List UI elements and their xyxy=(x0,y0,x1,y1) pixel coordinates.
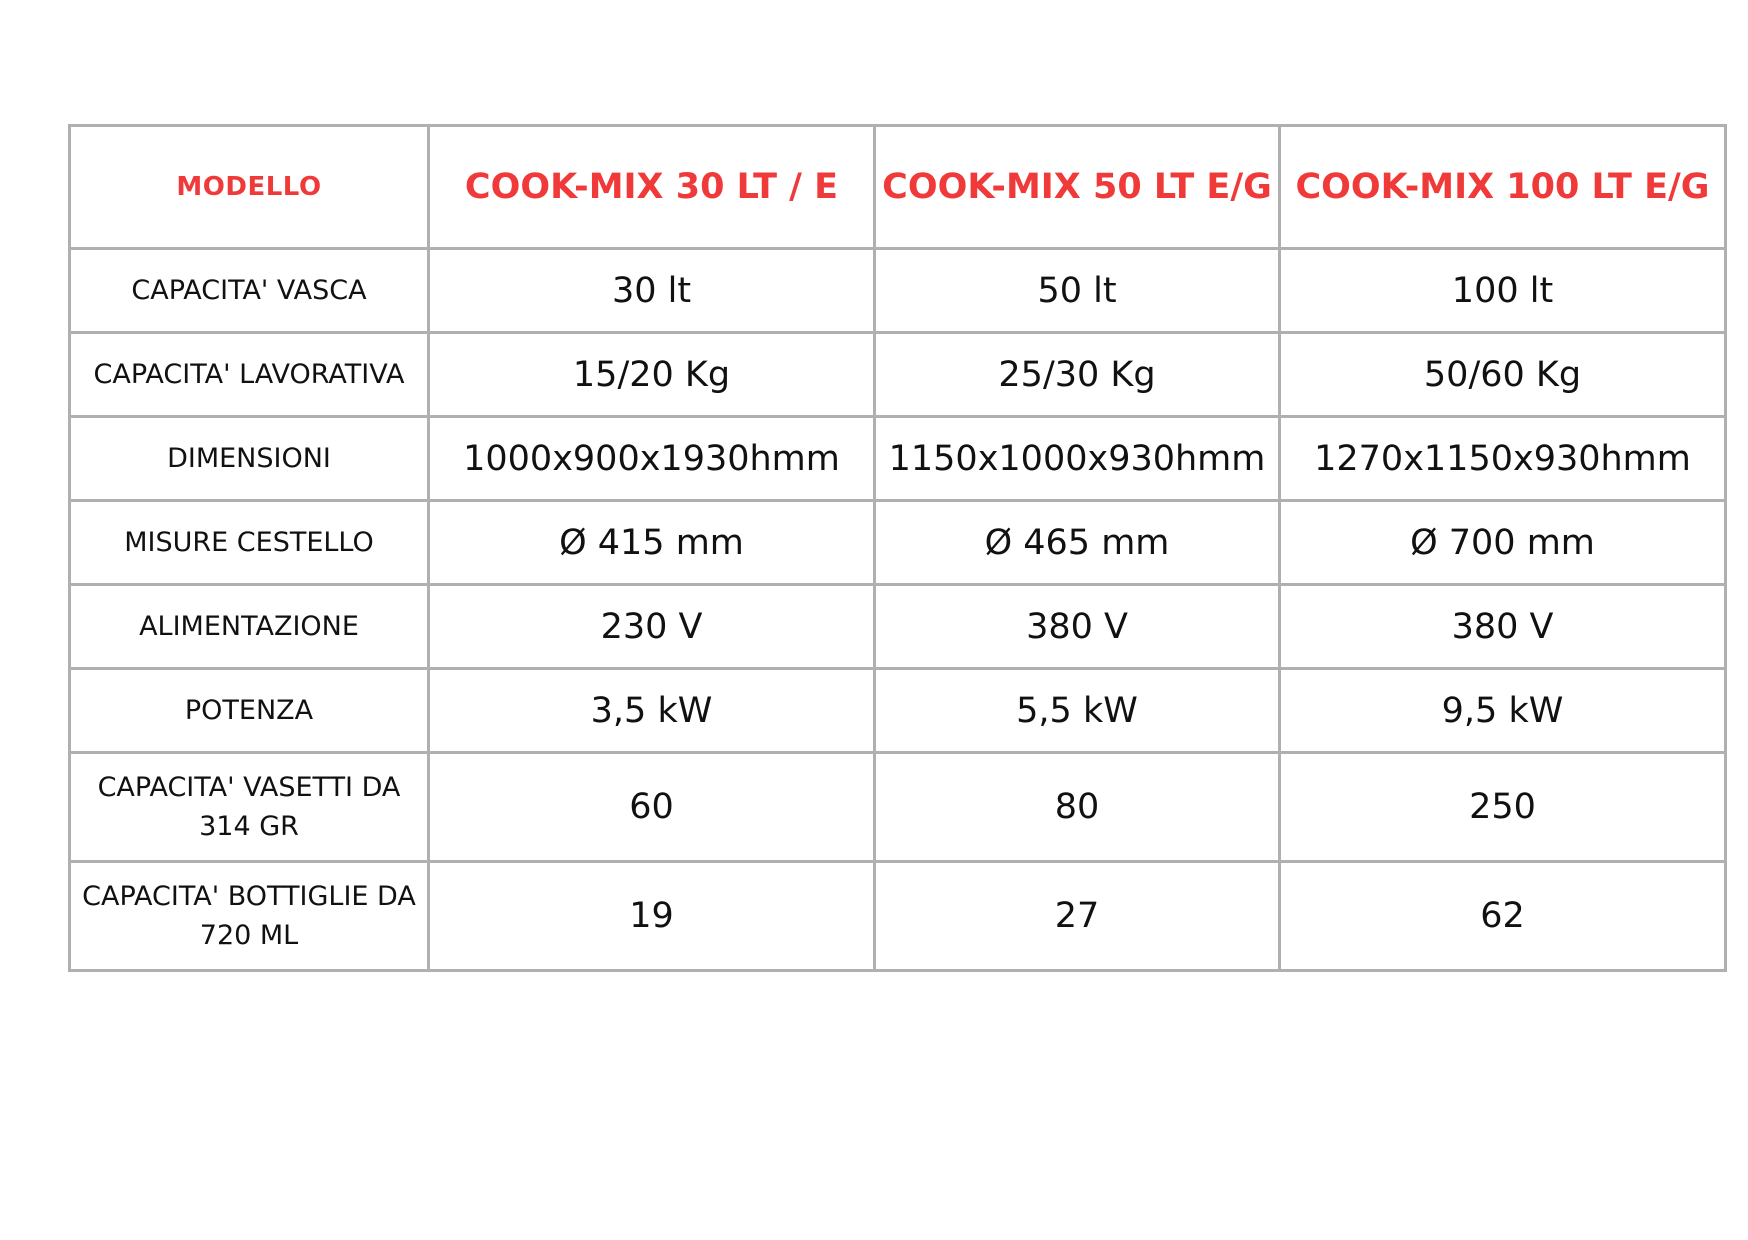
value-cell: 80 xyxy=(875,753,1280,862)
value-cell: 380 V xyxy=(1280,585,1726,669)
value-cell: 1150x1000x930hmm xyxy=(875,417,1280,501)
model-name-cell: COOK-MIX 100 LT E/G xyxy=(1280,126,1726,249)
table-row xyxy=(70,669,1726,753)
table-row xyxy=(70,585,1726,669)
value-cell: 100 lt xyxy=(1280,249,1726,333)
value-cell: 50 lt xyxy=(875,249,1280,333)
table-row xyxy=(70,249,1726,333)
row-label-cell: CAPACITA' LAVORATIVA xyxy=(70,333,429,417)
value-cell: 5,5 kW xyxy=(875,669,1280,753)
model-name-cell: COOK-MIX 30 LT / E xyxy=(429,126,875,249)
value-cell: 50/60 Kg xyxy=(1280,333,1726,417)
value-cell: Ø 465 mm xyxy=(875,501,1280,585)
table-row xyxy=(70,333,1726,417)
value-cell: 230 V xyxy=(429,585,875,669)
table-row xyxy=(70,501,1726,585)
table-row xyxy=(70,862,1726,971)
row-label-cell: CAPACITA' BOTTIGLIE DA 720 ML xyxy=(70,862,429,971)
row-label-cell: DIMENSIONI xyxy=(70,417,429,501)
row-label-cell: MISURE CESTELLO xyxy=(70,501,429,585)
value-cell: 27 xyxy=(875,862,1280,971)
spec-table xyxy=(68,124,1727,972)
value-cell: 19 xyxy=(429,862,875,971)
header-label-cell: MODELLO xyxy=(70,126,429,249)
value-cell: 60 xyxy=(429,753,875,862)
value-cell: Ø 700 mm xyxy=(1280,501,1726,585)
row-label-cell: ALIMENTAZIONE xyxy=(70,585,429,669)
row-label-cell: CAPACITA' VASETTI DA 314 GR xyxy=(70,753,429,862)
value-cell: 62 xyxy=(1280,862,1726,971)
value-cell: 15/20 Kg xyxy=(429,333,875,417)
value-cell: 1270x1150x930hmm xyxy=(1280,417,1726,501)
model-name-cell: COOK-MIX 50 LT E/G xyxy=(875,126,1280,249)
table-row xyxy=(70,417,1726,501)
row-label-cell: POTENZA xyxy=(70,669,429,753)
value-cell: 3,5 kW xyxy=(429,669,875,753)
table-header-row xyxy=(70,126,1726,249)
value-cell: 30 lt xyxy=(429,249,875,333)
table-row xyxy=(70,753,1726,862)
value-cell: Ø 415 mm xyxy=(429,501,875,585)
row-label-cell: CAPACITA' VASCA xyxy=(70,249,429,333)
value-cell: 1000x900x1930hmm xyxy=(429,417,875,501)
value-cell: 9,5 kW xyxy=(1280,669,1726,753)
value-cell: 250 xyxy=(1280,753,1726,862)
value-cell: 25/30 Kg xyxy=(875,333,1280,417)
value-cell: 380 V xyxy=(875,585,1280,669)
